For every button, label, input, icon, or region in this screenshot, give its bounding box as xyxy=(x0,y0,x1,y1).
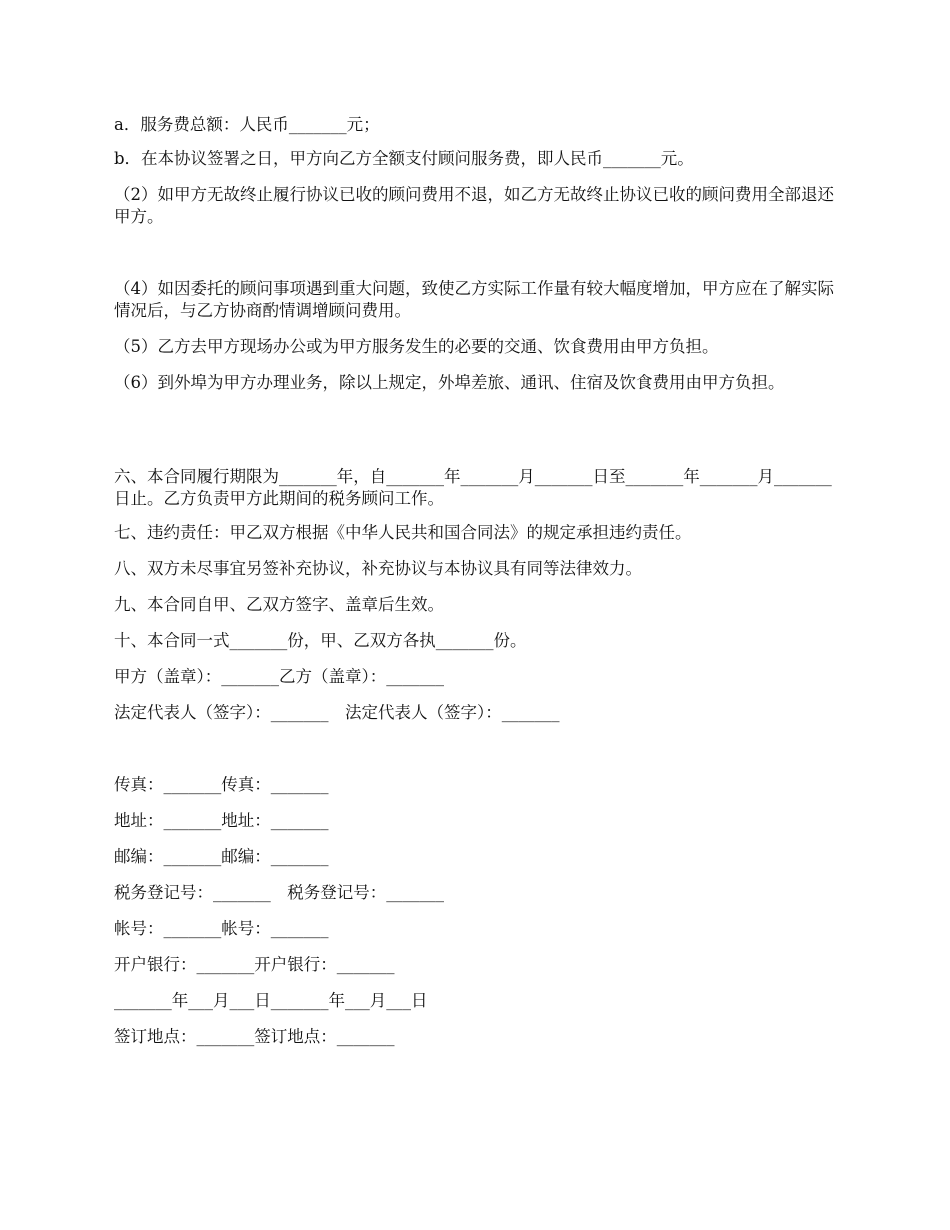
address-line: 地址：_______地址：_______ xyxy=(114,811,329,830)
section-7-liability: 七、违约责任：甲乙双方根据《中华人民共和国合同法》的规定承担违约责任。 xyxy=(114,523,692,542)
section-9-effective: 九、本合同自甲、乙双方签字、盖章后生效。 xyxy=(114,595,444,614)
fee-total-line: a．服务费总额：人民币_______元； xyxy=(114,115,380,134)
signing-place-line: 签订地点：_______签订地点：_______ xyxy=(114,1027,395,1046)
fax-line: 传真：_______传真：_______ xyxy=(114,775,329,794)
postcode-line: 邮编：_______邮编：_______ xyxy=(114,847,329,866)
bank-line: 开户银行：_______开户银行：_______ xyxy=(114,955,395,974)
clause-2-refund: （2）如甲方无故终止履行协议已收的顾问费用不退，如乙方无故终止协议已收的顾问费用全部退还甲方。 xyxy=(114,185,834,226)
fee-payment-line: b．在本协议签署之日，甲方向乙方全额支付顾问服务费，即人民币_______元。 xyxy=(114,149,694,168)
tax-registration-line: 税务登记号：_______ 税务登记号：_______ xyxy=(114,883,444,902)
clause-4-fee-adjust: （4）如因委托的顾问事项遇到重大问题，致使乙方实际工作量有较大幅度增加，甲方应在了解实际情况后，与乙方协商酌情调增顾问费用。 xyxy=(114,279,834,320)
party-seal-line: 甲方（盖章）：_______乙方（盖章）：_______ xyxy=(114,667,444,686)
clause-6-travel-costs: （6）到外埠为甲方办理业务，除以上规定，外埠差旅、通讯、住宿及饮食费用由甲方负担。 xyxy=(114,373,785,392)
legal-rep-signature-line: 法定代表人（签字）：_______ 法定代表人（签字）：_______ xyxy=(114,703,560,722)
date-line: _______年___月___日_______年___月___日 xyxy=(114,991,428,1010)
section-6-term: 六、本合同履行期限为_______年，自_______年_______月_______日至_______年_______月_______日止。乙方负责甲方此期间的税务顾问工作。 xyxy=(114,467,832,508)
account-line: 帐号：_______帐号：_______ xyxy=(114,919,329,938)
clause-5-onsite-costs: （5）乙方去甲方现场办公或为甲方服务发生的必要的交通、饮食费用由甲方负担。 xyxy=(114,337,719,356)
section-10-copies: 十、本合同一式_______份，甲、乙双方各执_______份。 xyxy=(114,631,527,650)
section-8-supplement: 八、双方未尽事宜另签补充协议，补充协议与本协议具有同等法律效力。 xyxy=(114,559,642,578)
